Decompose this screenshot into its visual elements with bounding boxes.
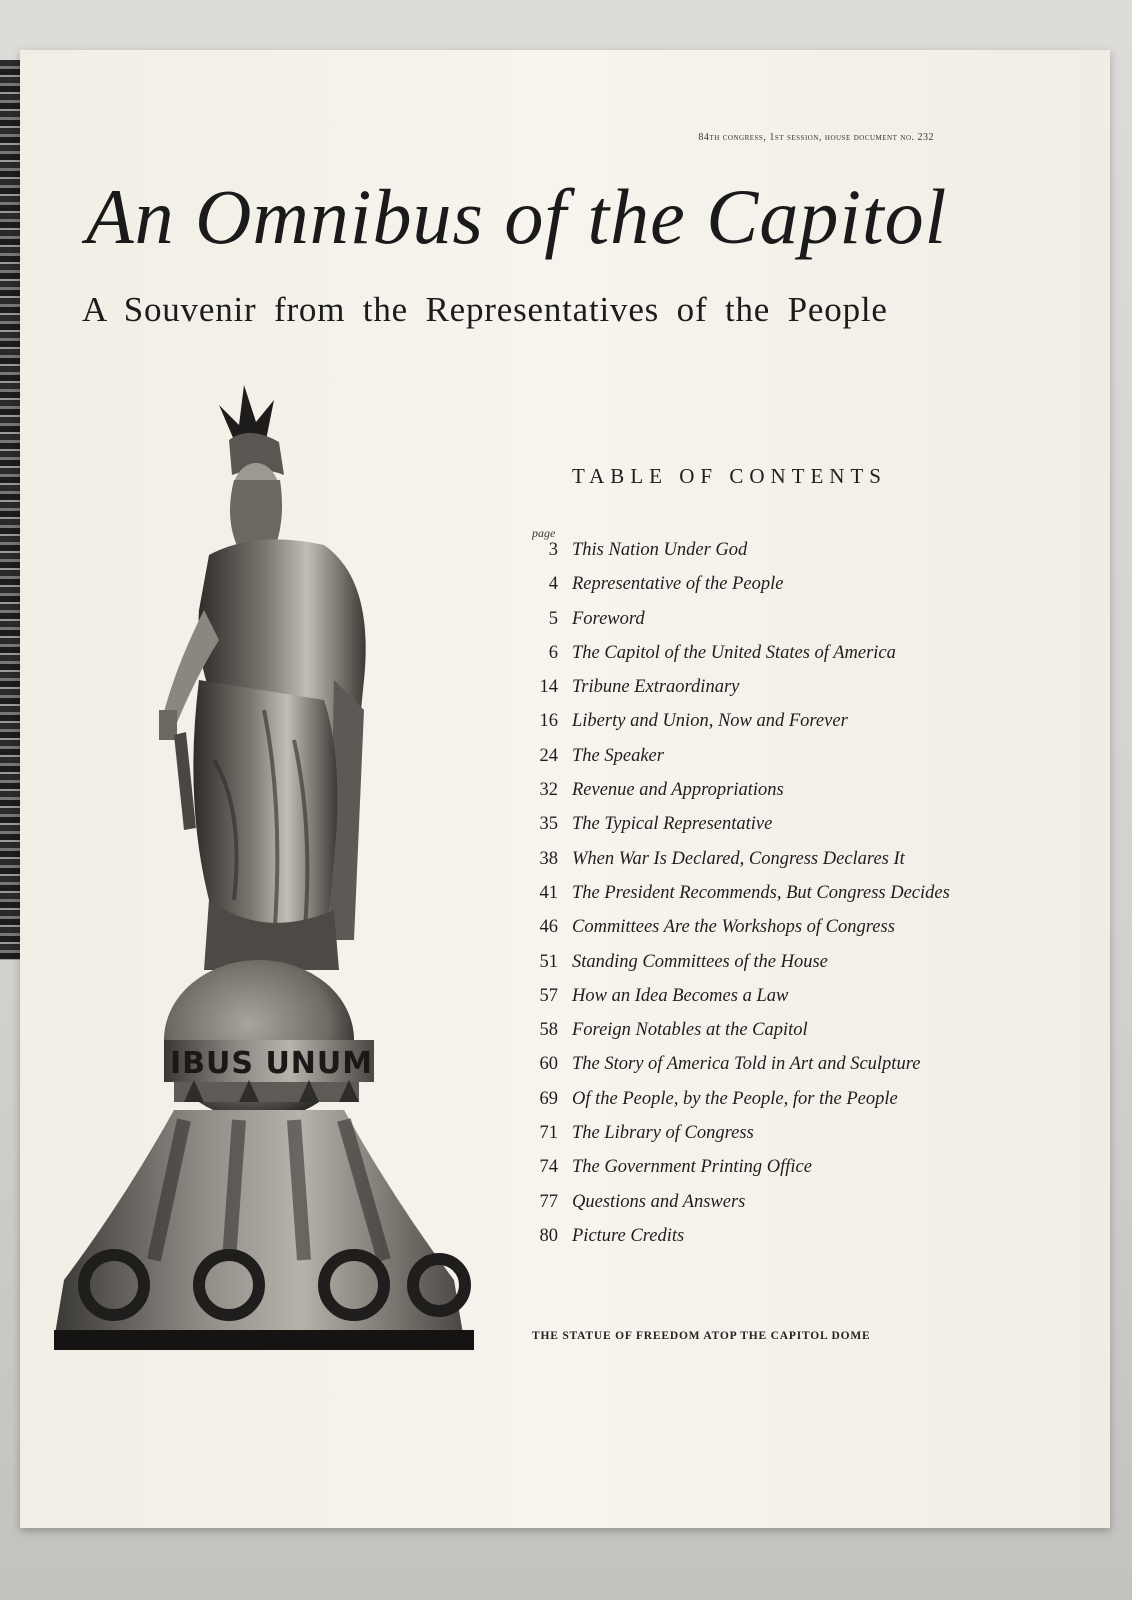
toc-page-number: 71 — [539, 1123, 558, 1144]
toc-page-number: 80 — [539, 1225, 558, 1246]
toc-page-number: 60 — [539, 1054, 558, 1075]
toc-page-number: 77 — [539, 1191, 558, 1212]
toc-page-label: page — [532, 526, 556, 540]
toc-entry — [514, 1020, 1074, 1054]
document-title: An Omnibus of the Capitol — [86, 173, 948, 260]
toc-entry-title: The Story of America Told in Art and Sculpture — [572, 1054, 921, 1075]
toc-page-number: 5 — [548, 608, 558, 629]
toc-entry — [514, 677, 1074, 711]
toc-entry — [514, 1192, 1074, 1226]
toc-page-number: 74 — [539, 1157, 558, 1178]
toc-page-number: 3 — [548, 540, 558, 560]
statue-inscription: IBUS UNUM — [170, 1046, 374, 1081]
toc-page-number: 24 — [539, 745, 558, 766]
toc-entry-title: Questions and Answers — [572, 1191, 746, 1212]
toc-entry — [514, 1123, 1074, 1157]
toc-entry-title: Representative of the People — [572, 574, 784, 595]
toc-entry — [514, 540, 1074, 574]
toc-page-number: 38 — [539, 848, 558, 869]
toc-entry — [514, 986, 1074, 1020]
toc-entry — [514, 1054, 1074, 1088]
toc-page-number: 57 — [539, 985, 558, 1006]
toc-entry — [514, 609, 1074, 643]
adjacent-page-edge — [0, 60, 22, 960]
toc-entry — [514, 1157, 1074, 1191]
toc-entry-title: Revenue and Appropriations — [572, 780, 784, 801]
toc-entry-title: Foreword — [572, 608, 645, 629]
toc-entry — [514, 1226, 1074, 1260]
document-number: 84th congress, 1st session, house document no. 232 — [698, 132, 934, 143]
toc-heading: TABLE OF CONTENTS — [572, 464, 887, 488]
toc-entry-title: Of the People, by the People, for the People — [572, 1088, 898, 1109]
toc-page-number: 51 — [539, 951, 558, 972]
document-subtitle: A Souvenir from the Representatives of the People — [82, 290, 888, 329]
toc-entry-title: The Capitol of the United States of America — [572, 642, 896, 663]
toc-page-number: 4 — [548, 574, 558, 595]
toc-page-number: 69 — [539, 1088, 558, 1109]
toc-entry-title: The Government Printing Office — [572, 1157, 812, 1178]
toc-entry — [514, 883, 1074, 917]
toc-page-number: 6 — [548, 642, 558, 663]
toc-entry — [514, 849, 1074, 883]
toc-entry-title: The Speaker — [572, 745, 664, 766]
toc-entry-title: Liberty and Union, Now and Forever — [572, 711, 848, 732]
document-page — [20, 50, 1110, 1528]
toc-entry-title: The President Recommends, But Congress Decides — [572, 882, 950, 903]
toc-entry-title: Committees Are the Workshops of Congress — [572, 917, 895, 938]
toc-entry-title: When War Is Declared, Congress Declares It — [572, 848, 905, 869]
toc-page-number: 32 — [539, 780, 558, 801]
toc-entry-title: This Nation Under God — [572, 540, 748, 560]
toc-entry-title: Picture Credits — [572, 1225, 685, 1246]
toc-entry-title: The Library of Congress — [572, 1123, 754, 1144]
toc-entry — [514, 746, 1074, 780]
toc-entry — [514, 574, 1074, 608]
toc-entry — [514, 952, 1074, 986]
toc-entry-title: Standing Committees of the House — [572, 951, 828, 972]
toc-page-number: 58 — [539, 1020, 558, 1041]
toc-entry-title: The Typical Representative — [572, 814, 773, 835]
toc-entry — [514, 814, 1074, 848]
toc-page-number: 46 — [539, 917, 558, 938]
toc-entry — [514, 711, 1074, 745]
photo-caption: THE STATUE OF FREEDOM ATOP THE CAPITOL DOME — [532, 1330, 871, 1342]
statue-of-freedom-photo — [34, 380, 474, 1350]
toc-page-number: 35 — [539, 814, 558, 835]
toc-entry — [514, 643, 1074, 677]
toc-entry — [514, 780, 1074, 814]
toc-page-number: 14 — [539, 677, 558, 698]
toc-page-number: 16 — [539, 711, 558, 732]
toc-entry — [514, 917, 1074, 951]
toc-list — [514, 540, 1074, 1260]
toc-entry — [514, 1089, 1074, 1123]
toc-entry-title: How an Idea Becomes a Law — [572, 985, 789, 1006]
toc-entry-title: Foreign Notables at the Capitol — [572, 1020, 808, 1041]
toc-page-number: 41 — [539, 882, 558, 903]
toc-entry-title: Tribune Extraordinary — [572, 677, 740, 698]
